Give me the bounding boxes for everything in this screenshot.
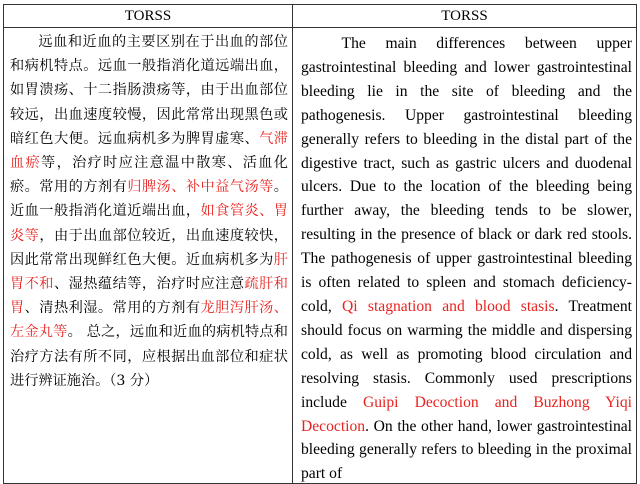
zh-highlighted-text: 归脾汤、补中益气汤等: [127, 179, 274, 196]
comparison-table: [3, 4, 637, 484]
en-text-segment: . On the other hand, lower gastrointestinal bleeding generally refers to bleeding in the proximal part of: [301, 417, 632, 483]
zh-highlighted-text: 如食管炎、胃炎等: [10, 203, 288, 244]
header-cell-left: TORSS: [124, 8, 172, 24]
zh-highlighted-text: 肝胃不和: [10, 251, 288, 293]
en-highlighted-text: Qi stagnation and blood stasis: [342, 297, 555, 315]
en-text-segment: The main differences between upper gastrointestinal bleeding and lower gastrointestinal bleeding lie in the site of bleeding and the pathogenesis. Upper gastrointestinal bleeding generally refers to bleeding in the distal part of the digestive tract, such as gastric ulcers and duodenal ulcers. Due to the location of the bleeding being further away, the bleeding tends to be slower, resulting in the presence of black or dark red stools. The pathogenesis of upper gastrointestinal bleeding is often related to spleen and stomach deficiency-cold,: [301, 35, 632, 315]
english-text-cell: [301, 28, 632, 483]
zh-highlighted-text: 龙胆泻肝汤、左金丸等: [10, 300, 288, 341]
zh-text-segment: 、湿热蕴结等，治疗时应注意: [53, 276, 245, 293]
en-highlighted-text: Guipi Decoction and Buzhong Yiqi Decoction: [301, 393, 632, 435]
table-header-row: [4, 5, 636, 28]
en-text-segment: . Treatment should focus on warming the middle and dispersing cold, as well as promoting blood circulation and resolving stasis. Commonly used prescriptions include: [301, 297, 632, 411]
zh-text-segment: 、清热利湿。常用的方剂有: [24, 300, 201, 317]
english-paragraph: [301, 32, 632, 483]
header-cell-right: TORSS: [441, 8, 488, 24]
zh-text-segment: 等，治疗时应注意温中散寒、活血化瘀。常用的方剂有: [10, 155, 288, 196]
zh-text-segment: 远血和近血的主要区别在于出血的部位和病机特点。远血一般指消化道远端出血，如胃溃疡、十二指肠溃疡等，由于出血部位较远，出血速度较慢，因此常常出现黑色或暗红色大便。远血病机多为脾胃虚寒、: [10, 34, 288, 147]
column-divider: [292, 5, 293, 483]
chinese-text-cell: [10, 28, 288, 483]
zh-highlighted-text: 疏肝和胃: [10, 276, 288, 317]
zh-text-segment: ，由于出血部位较近，出血速度较快，因此常常出现鲜红色大便。近血病机多为: [10, 227, 288, 268]
chinese-paragraph: [10, 30, 288, 393]
zh-highlighted-text: 气滞血瘀: [10, 130, 288, 172]
zh-text-segment: 。 总之，远血和近血的病机特点和治疗方法有所不同，应根据出血部位和症状进行辨证施治。（3 分）: [10, 324, 288, 389]
zh-text-segment: 。近血一般指消化道近端出血，: [10, 179, 288, 220]
